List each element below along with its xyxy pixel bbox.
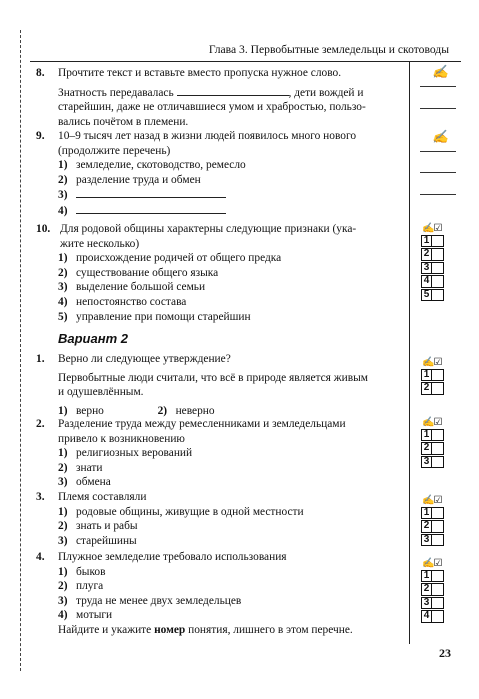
answer-cell[interactable]: 3 bbox=[421, 456, 444, 468]
answer-cell[interactable]: 3 bbox=[421, 597, 444, 609]
question-prompt: Разделение труда между ремесленниками и земледельцами bbox=[58, 418, 346, 430]
question-number: 3. bbox=[36, 491, 45, 503]
text-part: вались почётом в племени. bbox=[58, 115, 189, 128]
answer-cell[interactable]: 3 bbox=[421, 534, 444, 546]
option: 3) выделение большой семьи bbox=[58, 281, 206, 294]
option: 2) знать и рабы bbox=[58, 520, 138, 533]
answer-cell[interactable]: 3 bbox=[421, 262, 444, 274]
question-prompt: привело к возникновению bbox=[58, 432, 185, 445]
answer-line[interactable] bbox=[420, 172, 456, 173]
option: 1) верно 2) неверно bbox=[58, 404, 215, 417]
variant-heading bbox=[36, 332, 408, 347]
answer-cell[interactable]: 2 bbox=[421, 382, 444, 394]
option: 2) плуга bbox=[58, 580, 104, 593]
variant-question-1 bbox=[36, 352, 408, 418]
answer-line[interactable] bbox=[420, 108, 456, 109]
answer-grid-q10 bbox=[421, 235, 444, 302]
pen-check-icon: ✍☑ bbox=[422, 417, 442, 428]
question-prompt: жите несколько) bbox=[60, 237, 140, 250]
answer-cell[interactable]: 1 bbox=[421, 570, 444, 582]
option: 2) существование общего языка bbox=[58, 266, 219, 279]
answer-cell[interactable]: 2 bbox=[421, 442, 444, 454]
text-part: старейшин, даже не отличавшиеся умом и храбростью, пользо- bbox=[58, 101, 366, 114]
pen-icon: ✍ bbox=[432, 129, 449, 144]
answer-blank[interactable] bbox=[76, 203, 226, 214]
answer-cell[interactable]: 1 bbox=[421, 429, 444, 441]
pen-check-icon: ✍☑ bbox=[422, 495, 442, 506]
option: 1) происхождение родичей от общего предка bbox=[58, 252, 282, 265]
answer-cell[interactable]: 4 bbox=[421, 275, 444, 287]
question-number: 10. bbox=[36, 223, 51, 235]
answer-blank[interactable] bbox=[76, 187, 226, 198]
variant-question-2 bbox=[36, 417, 408, 490]
question-10 bbox=[36, 222, 408, 324]
page-number: 23 bbox=[439, 646, 451, 661]
answer-grid-v4 bbox=[421, 570, 444, 624]
question-prompt: (продолжите перечень) bbox=[58, 144, 171, 157]
question-prompt: Плужное земледелие требовало использования bbox=[58, 551, 287, 563]
answer-column-divider bbox=[409, 62, 410, 644]
answer-line[interactable] bbox=[420, 194, 456, 195]
option: 1) земледелие, скотоводство, ремесло bbox=[58, 159, 246, 172]
fill-in-text bbox=[58, 85, 408, 130]
option: 3) обмена bbox=[58, 476, 111, 489]
answer-cell[interactable]: 5 bbox=[421, 289, 444, 301]
cut-line bbox=[20, 30, 21, 671]
option: 2) разделение труда и обмен bbox=[58, 173, 201, 186]
answer-cell[interactable]: 1 bbox=[421, 507, 444, 519]
answer-cell[interactable]: 1 bbox=[421, 235, 444, 247]
text-part: , дети вождей и bbox=[288, 86, 364, 99]
question-number: 2. bbox=[36, 418, 45, 430]
statement: и одушевлённым. bbox=[58, 386, 144, 399]
chapter-header bbox=[30, 40, 461, 62]
question-prompt: Племя составляли bbox=[58, 491, 147, 503]
statement: Первобытные люди считали, что всё в природе является живым bbox=[58, 371, 368, 384]
answer-cell[interactable]: 2 bbox=[421, 248, 444, 260]
question-9 bbox=[36, 129, 408, 219]
option: 1) быков bbox=[58, 565, 106, 578]
option: 5) управление при помощи старейшин bbox=[58, 310, 251, 323]
pen-icon: ✍ bbox=[432, 64, 449, 79]
answer-grid-v3 bbox=[421, 507, 444, 547]
option: 2) знати bbox=[58, 461, 103, 474]
question-prompt: Прочтите текст и вставьте вместо пропуска нужное слово. bbox=[58, 67, 342, 79]
option: 3) старейшины bbox=[58, 534, 137, 547]
pen-check-icon: ✍☑ bbox=[422, 223, 442, 234]
question-number: 4. bbox=[36, 551, 45, 563]
question-8 bbox=[36, 66, 408, 129]
final-instruction: Найдите и укажите номер понятия, лишнего в этом перечне. bbox=[58, 623, 353, 636]
answer-grid-v2 bbox=[421, 429, 444, 469]
variant-question-4 bbox=[36, 550, 408, 638]
question-prompt: Верно ли следующее утверждение? bbox=[58, 353, 231, 365]
answer-blank[interactable] bbox=[177, 85, 289, 96]
question-number: 9. bbox=[36, 130, 45, 142]
option: 3) труда не менее двух земледельцев bbox=[58, 594, 242, 607]
answer-line[interactable] bbox=[420, 151, 456, 152]
variant-question-3 bbox=[36, 490, 408, 548]
answer-line[interactable] bbox=[420, 86, 456, 87]
option: 3) bbox=[58, 187, 408, 203]
option: 1) религиозных верований bbox=[58, 447, 193, 460]
answer-grid-v1 bbox=[421, 369, 444, 396]
option: 4) непостоянство состава bbox=[58, 295, 187, 308]
option: 1) родовые общины, живущие в одной местности bbox=[58, 505, 304, 518]
question-prompt: 10–9 тысяч лет назад в жизни людей появилось много нового bbox=[58, 130, 357, 142]
pen-check-icon: ✍☑ bbox=[422, 558, 442, 569]
answer-cell[interactable]: 4 bbox=[421, 610, 444, 622]
chapter-title: Глава 3. Первобытные земледельцы и скотоводы bbox=[208, 43, 449, 56]
question-number: 1. bbox=[36, 353, 45, 365]
pen-check-icon: ✍☑ bbox=[422, 357, 442, 368]
question-prompt: Для родовой общины характерны следующие признаки (ука- bbox=[60, 223, 357, 235]
option: 4) bbox=[58, 203, 408, 219]
text-part: Знатность передавалась bbox=[58, 86, 174, 99]
question-number: 8. bbox=[36, 67, 45, 79]
option: 4) мотыги bbox=[58, 609, 113, 622]
answer-cell[interactable]: 2 bbox=[421, 583, 444, 595]
answer-cell[interactable]: 2 bbox=[421, 520, 444, 532]
answer-cell[interactable]: 1 bbox=[421, 369, 444, 381]
variant-title: Вариант 2 bbox=[58, 331, 128, 346]
